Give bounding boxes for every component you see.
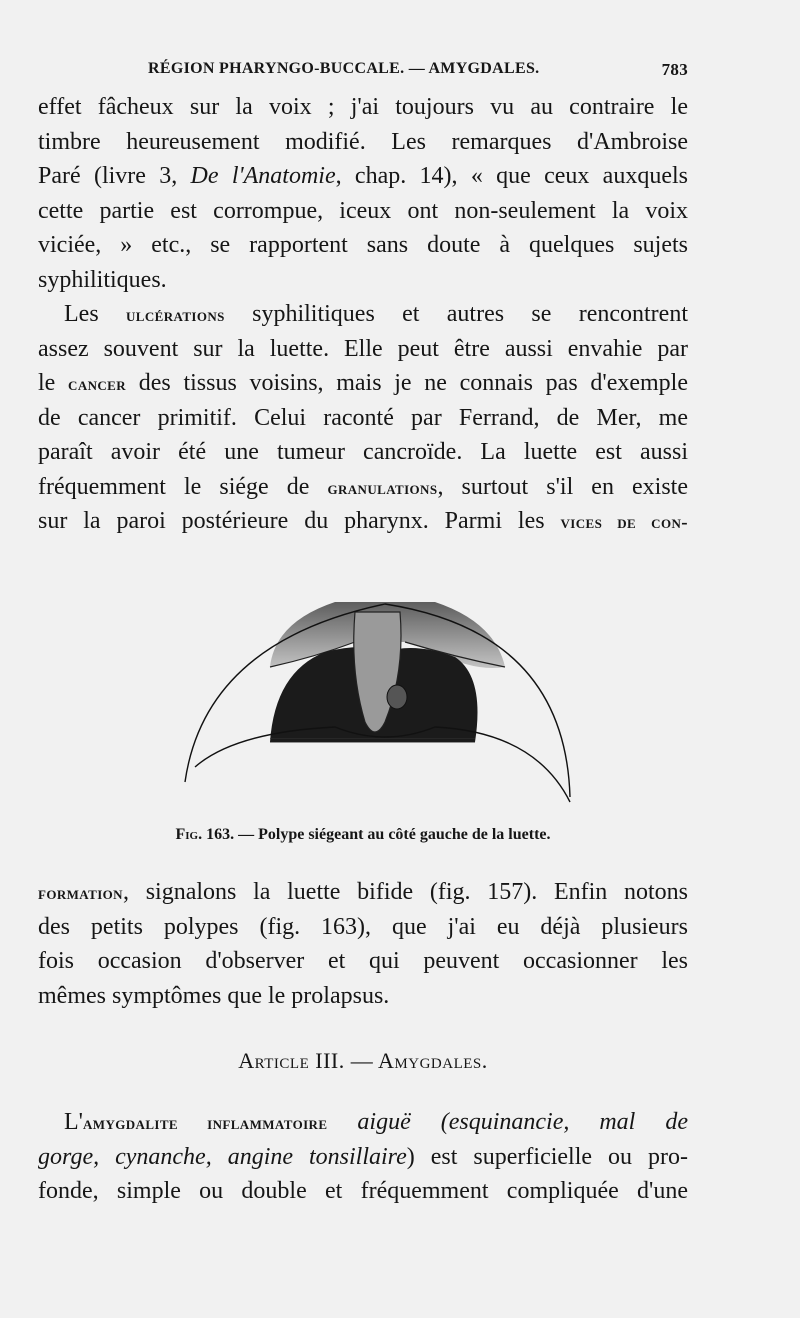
text-line: cette partie est corrompue, iceux ont non-seulement la voix [38,197,688,224]
paragraph-block-1 [38,90,688,539]
text-line: effet fâcheux sur la voix ; j'ai toujours vu au contraire le [38,94,688,120]
text-line: syphilitiques. [38,266,167,293]
text-line: Les ulcérations syphilitiques et autres se rencontrent [64,301,688,327]
text-line: fois occasion d'observer et qui peuvent occasionner les [38,948,688,974]
text-line: viciée, » etc., se rapportent sans doute à quelques sujets [38,232,688,258]
text-line: fonde, simple ou double et fréquemment compliquée d'une [38,1178,688,1204]
paragraph-block-2 [38,875,688,1013]
text-line: L'amygdalite inflammatoire aiguë (esquinancie, mal de [64,1109,688,1135]
text-line: mêmes symptômes que le prolapsus. [38,982,390,1009]
text-line: de cancer primitif. Celui raconté par Ferrand, de Mer, me [38,404,688,431]
text-line: timbre heureusement modifié. Les remarques d'Ambroise [38,128,688,155]
text-line: assez souvent sur la luette. Elle peut être aussi envahie par [38,335,688,362]
text-line: paraît avoir été une tumeur cancroïde. La luette est aussi [38,439,688,465]
text-line: gorge, cynanche, angine tonsillaire) est superficielle ou pro- [38,1143,689,1170]
text-line: sur la paroi postérieure du pharynx. Parmi les vices de con- [38,508,688,534]
text-line: formation, signalons la luette bifide (fig. 157). Enfin notons [38,879,688,905]
uvula-polyp-illustration [175,582,595,812]
figure-label: Fig. 163. [175,826,235,843]
page-number: 783 [661,60,688,79]
article-heading: Article III. — Amygdales. [238,1048,488,1073]
figure-caption [38,826,688,844]
paragraph-block-3 [38,1105,688,1209]
text-line: le cancer des tissus voisins, mais je ne connais pas d'exemple [38,370,688,396]
figure-caption-text: — Polype siégeant au côté gauche de la luette. [234,826,551,843]
text-line: des petits polypes (fig. 163), que j'ai eu déjà plusieurs [38,913,688,940]
text-line: fréquemment le siége de granulations, surtout s'il en existe [38,473,688,500]
text-line: Paré (livre 3, De l'Anatomie, chap. 14), « que ceux auxquels [38,163,688,189]
running-title: RÉGION PHARYNGO-BUCCALE. — AMYGDALES. [148,60,540,77]
page-header [38,58,688,86]
